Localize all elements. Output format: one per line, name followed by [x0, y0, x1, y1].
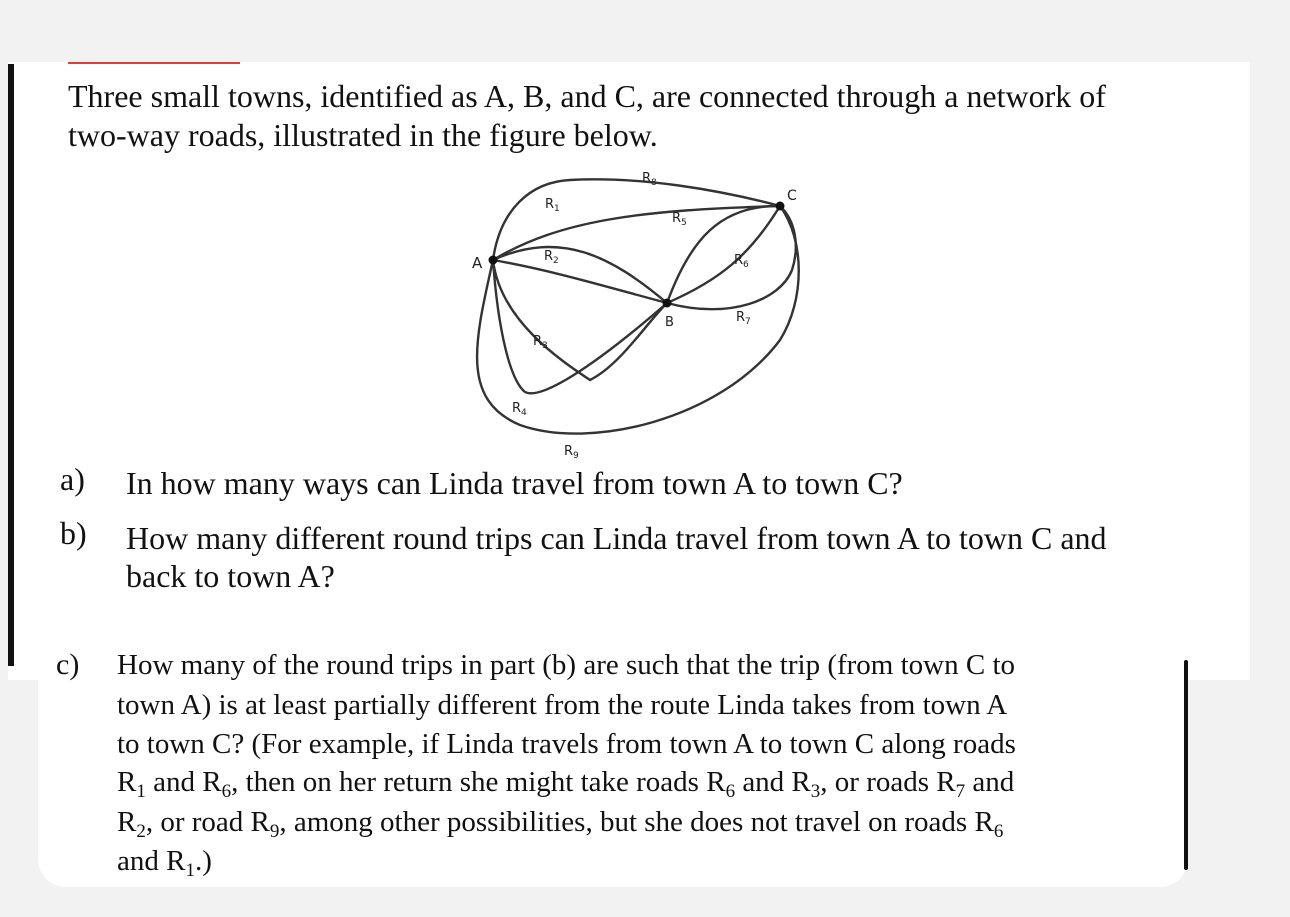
question-c-line-4: $R_1$ and $R_6$, then on her return she might take roads $R_6$ and $R_3$, or roads $R_7$ and	[117, 766, 1015, 802]
road-r7-label: $R_7$	[736, 310, 751, 327]
question-c-line-3: to town C? (For example, if Linda travels from town A to town C along roads	[117, 728, 1016, 760]
road-r9-label: $R_9$	[564, 444, 579, 461]
question-c-label: c)	[56, 648, 80, 681]
road-r4-label: $R_4$	[512, 401, 527, 418]
question-a-label: a)	[60, 461, 85, 497]
road-r3	[493, 260, 667, 380]
left-margin-rule	[8, 64, 14, 666]
road-r2-label: $R_2$	[544, 249, 559, 266]
road-r6-label: $R_6$	[734, 253, 749, 270]
town-a-node	[489, 256, 498, 265]
question-b-line-1: How many different round trips can Linda travel from town A to town C and	[126, 520, 1107, 556]
town-b-node	[663, 299, 672, 308]
right-margin-rule	[1184, 660, 1188, 870]
road-r3-label: $R_3$	[533, 334, 548, 351]
question-b-label: b)	[60, 515, 87, 551]
intro-line-1: Three small towns, identified as A, B, and C, are connected through a network of	[68, 78, 1106, 114]
town-b-label: B	[665, 315, 674, 330]
road-r5-label: $R_5$	[672, 211, 687, 228]
question-c-line-6: and $R_1$.)	[117, 845, 212, 881]
question-c-line-5: $R_2$, or road $R_9$, among other possibilities, but she does not travel on roads $R_6$	[117, 806, 1004, 842]
question-c-line-1: How many of the round trips in part (b) are such that the trip (from town C to	[117, 649, 1015, 681]
road-r2	[493, 247, 667, 303]
question-b-line-2: back to town A?	[126, 558, 335, 594]
road-r1-label: $R_1$	[545, 197, 560, 214]
intro-line-2: two-way roads, illustrated in the figure below.	[68, 117, 658, 153]
road-r8-label: $R_8$	[642, 171, 657, 188]
red-underline-mark	[68, 62, 240, 64]
town-c-label: C	[787, 188, 797, 204]
town-c-node	[776, 202, 785, 211]
question-a-text: In how many ways can Linda travel from town A to town C?	[126, 465, 903, 501]
town-a-label: A	[472, 254, 483, 272]
question-c-line-2: town A) is at least partially different from the route Linda takes from town A	[117, 689, 1008, 721]
road-network-figure	[440, 160, 820, 470]
